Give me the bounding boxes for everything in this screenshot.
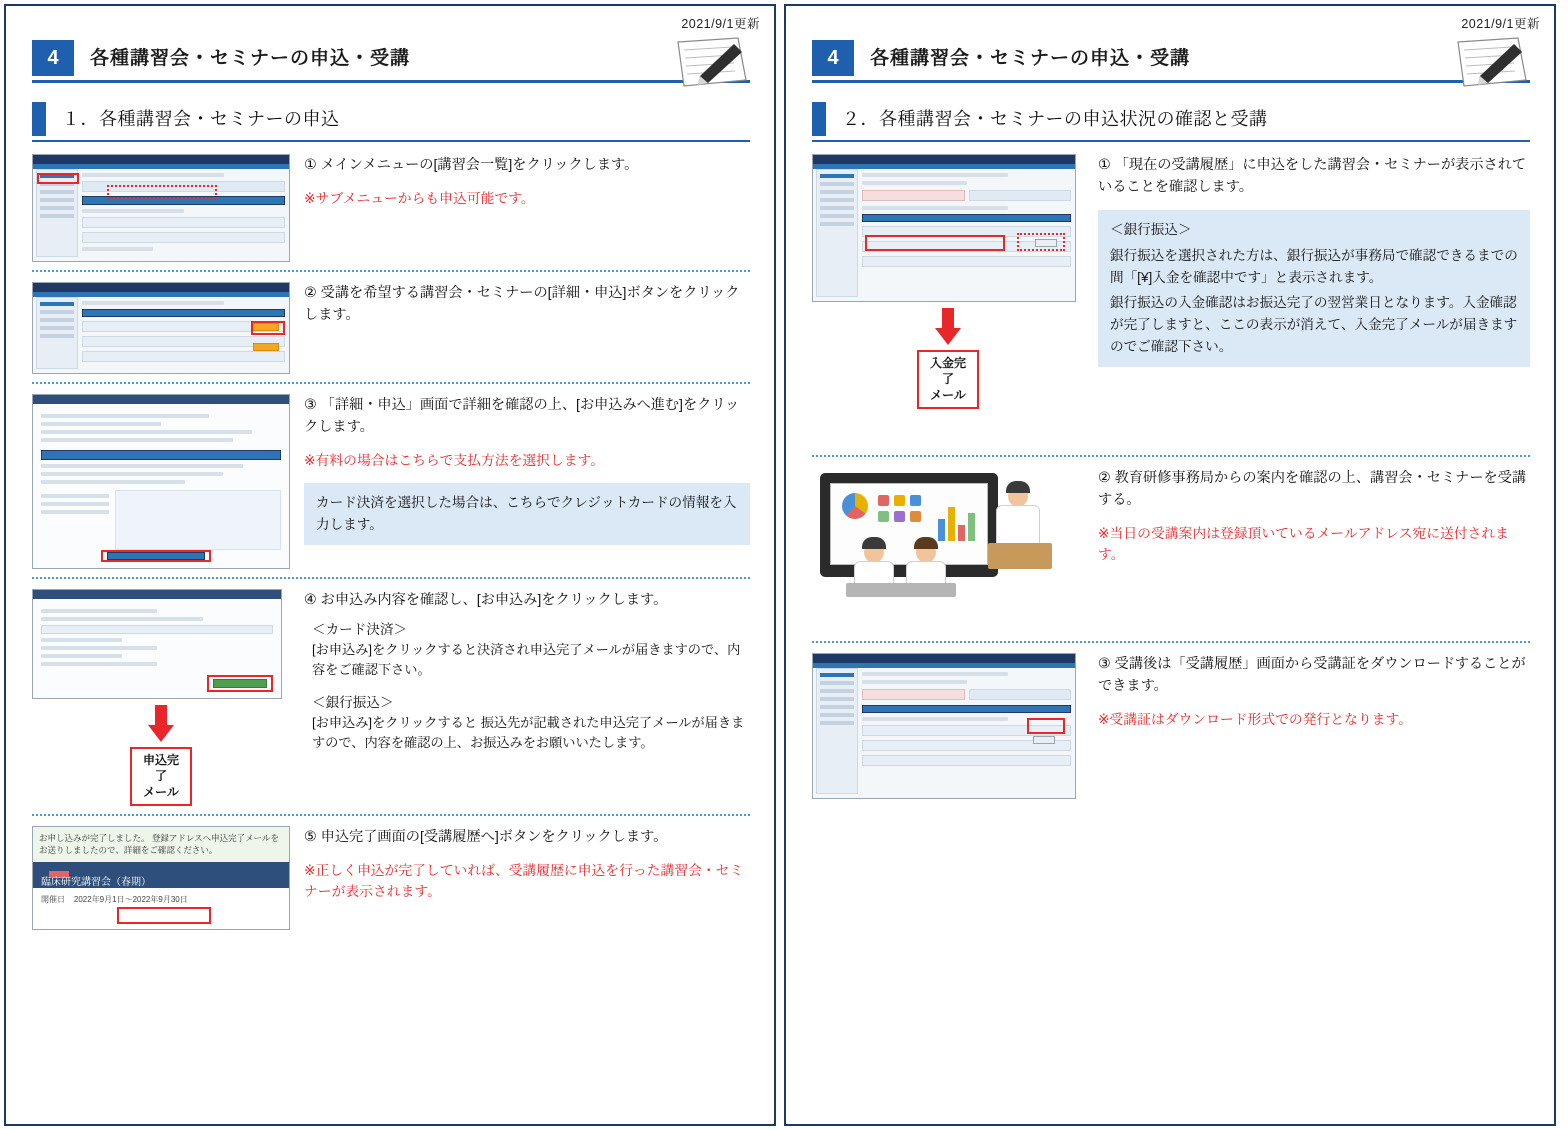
apply-complete-seminar-title: 臨床研究講習会（春期） xyxy=(41,877,151,889)
section-title: ２．各種講習会・セミナーの申込状況の確認と受講 xyxy=(842,109,1268,129)
memo-pencil-icon xyxy=(1452,36,1532,88)
step-r3-note: ※受講証はダウンロード形式での発行となります。 xyxy=(1098,711,1412,727)
step-r1-text: ① 「現在の受講履歴」に申込をした講習会・セミナーが表示されていることを確認します。 xyxy=(1098,157,1527,195)
highlight-history-row xyxy=(865,235,1005,251)
update-date: 2021/9/1更新 xyxy=(1461,17,1540,31)
step-4-sub2-head: ＜銀行振込＞ xyxy=(312,694,394,710)
apply-complete-mail-badge xyxy=(130,747,192,806)
divider xyxy=(32,270,750,272)
mail-badge-line1: 申込完了 xyxy=(142,753,179,784)
arrow-down-icon xyxy=(935,308,961,346)
chapter-title: 各種講習会・セミナーの申込・受講 xyxy=(870,48,1191,69)
step-4-text: ④ お申込み内容を確認し、[お申込み]をクリックします。 xyxy=(304,592,668,608)
apply-complete-message: お申し込みが完了しました。 登録アドレスへ申込完了メールをお送りしましたので、詳細をご確認ください。 xyxy=(33,827,289,863)
step-3-body xyxy=(290,394,750,569)
step-2 xyxy=(32,282,750,374)
section-header-2 xyxy=(812,102,1530,144)
step-r2-text: ② 教育研修事務局からの案内を確認の上、講習会・セミナーを受講する。 xyxy=(1098,469,1527,508)
screenshot-confirm-apply xyxy=(32,589,282,699)
lecture-illustration xyxy=(812,467,1062,607)
step-5-screenshot xyxy=(32,826,290,930)
step-3-note: ※有料の場合はこちらで支払方法を選択します。 xyxy=(304,453,605,468)
highlight-history-button xyxy=(117,907,211,924)
chapter-header xyxy=(32,40,750,84)
step-r2 xyxy=(812,467,1530,607)
step-3 xyxy=(32,394,750,569)
payment-complete-mail-badge xyxy=(917,350,979,409)
mail-badge-line2: メール xyxy=(930,388,966,403)
chapter-title: 各種講習会・セミナーの申込・受講 xyxy=(90,48,411,69)
highlight-download-button xyxy=(1027,718,1065,734)
screenshot-seminar-list xyxy=(32,282,290,374)
step-4 xyxy=(32,589,750,806)
step-r1-info-box xyxy=(1098,210,1530,367)
section-rule xyxy=(812,140,1530,142)
step-1-note: ※サブメニューからも申込可能です。 xyxy=(304,191,535,206)
divider xyxy=(812,641,1530,643)
apply-complete-row-label: 開催日 xyxy=(41,895,65,905)
divider xyxy=(32,814,750,816)
highlight-payment-pending xyxy=(1017,233,1065,251)
step-r2-illustration xyxy=(812,467,1084,607)
screenshot-detail-apply xyxy=(32,394,290,569)
highlight-menu-button xyxy=(37,173,79,184)
highlight-apply-button xyxy=(207,675,273,692)
step-2-text: ② 受講を希望する講習会・セミナーの[詳細・申込]ボタンをクリックします。 xyxy=(304,285,740,323)
step-2-screenshot xyxy=(32,282,290,374)
apply-complete-row-value: 2022年9月1日～2022年9月30日 xyxy=(73,895,188,905)
step-4-sub1-body: [お申込み]をクリックすると決済され申込完了メールが届きますので、内容をご確認下さい。 xyxy=(312,642,741,678)
arrow-down-icon xyxy=(148,705,174,743)
screenshot-apply-complete xyxy=(32,826,290,930)
page-left xyxy=(4,4,776,1126)
step-5-note: ※正しく申込が完了していれば、受講履歴に申込を行った講習会・セミナーが表示されます。 xyxy=(304,862,744,899)
chapter-number: 4 xyxy=(32,40,74,76)
divider xyxy=(32,577,750,579)
page-right xyxy=(784,4,1556,1126)
step-r3-body xyxy=(1084,653,1530,799)
bank-transfer-p1: 銀行振込を選択された方は、銀行振込が事務局で確認できるまでの間「[¥]入金を確認中です」と表示されます。 xyxy=(1110,247,1518,285)
step-1 xyxy=(32,154,750,262)
step-4-screenshot xyxy=(32,589,290,806)
section-rule xyxy=(32,140,750,142)
step-r2-body xyxy=(1084,467,1530,607)
mail-badge-line2: メール xyxy=(143,785,179,800)
step-4-sub1-head: ＜カード決済＞ xyxy=(312,622,408,637)
divider xyxy=(812,455,1530,457)
step-4-body xyxy=(290,589,750,806)
screenshot-main-menu xyxy=(32,154,290,262)
step-4-sub2-body: [お申込み]をクリックすると 振込先が記載された申込完了メールが届きますので、内容を確認の上、お振込みをお願いいたします。 xyxy=(312,714,745,751)
update-date: 2021/9/1更新 xyxy=(681,17,760,31)
section-accent-bar xyxy=(812,102,826,136)
step-r1-body xyxy=(1084,154,1530,409)
chapter-header xyxy=(812,40,1530,84)
memo-pencil-icon xyxy=(672,36,752,88)
podium xyxy=(988,543,1052,569)
bank-transfer-p2: 銀行振込の入金確認はお振込完了の翌営業日となります。入金確認が完了しますと、ここの表示が消えて、入金完了メールが届きますのでご確認下さい。 xyxy=(1110,295,1518,354)
screenshot-current-history xyxy=(812,154,1076,302)
section-accent-bar xyxy=(32,102,46,136)
apply-complete-title-bar xyxy=(33,862,289,888)
step-list-right xyxy=(812,154,1530,799)
step-list-left xyxy=(32,154,750,930)
section-title: １．各種講習会・セミナーの申込 xyxy=(62,109,340,129)
screenshot-attendance-history xyxy=(812,653,1076,799)
mail-badge-line1: 入金完了 xyxy=(929,356,966,387)
bank-transfer-head: ＜銀行振込＞ xyxy=(1110,222,1192,237)
step-3-info-box: カード決済を選択した場合は、こちらでクレジットカードの情報を入力します。 xyxy=(304,483,750,545)
step-r2-note: ※当日の受講案内は登録頂いているメールアドレス宛に送付されます。 xyxy=(1098,525,1509,562)
step-2-body xyxy=(290,282,750,374)
step-3-screenshot xyxy=(32,394,290,569)
step-5 xyxy=(32,826,750,930)
step-5-body xyxy=(290,826,750,930)
step-3-text: ③ 「詳細・申込」画面で詳細を確認の上、[お申込みへ進む]をクリックします。 xyxy=(304,397,740,435)
step-r3 xyxy=(812,653,1530,799)
pie-chart-icon xyxy=(842,493,868,519)
step-1-body xyxy=(290,154,750,262)
step-r3-screenshot xyxy=(812,653,1084,799)
chapter-rule xyxy=(32,80,750,83)
step-r1-screenshot xyxy=(812,154,1084,409)
highlight-submenu xyxy=(107,185,217,199)
section-header-1 xyxy=(32,102,750,144)
divider xyxy=(32,382,750,384)
step-r3-text: ③ 受講後は「受講履歴」画面から受講証をダウンロードすることができます。 xyxy=(1098,655,1526,694)
student-desk xyxy=(846,583,956,597)
step-1-screenshot xyxy=(32,154,290,262)
step-5-text: ⑤ 申込完了画面の[受講履歴へ]ボタンをクリックします。 xyxy=(304,828,668,845)
teacher-body xyxy=(996,505,1040,545)
step-1-text: ① メインメニューの[講習会一覧]をクリックします。 xyxy=(304,157,639,173)
chapter-number: 4 xyxy=(812,40,854,76)
chapter-rule xyxy=(812,80,1530,83)
highlight-detail-apply-button xyxy=(251,321,285,335)
step-r1 xyxy=(812,154,1530,409)
